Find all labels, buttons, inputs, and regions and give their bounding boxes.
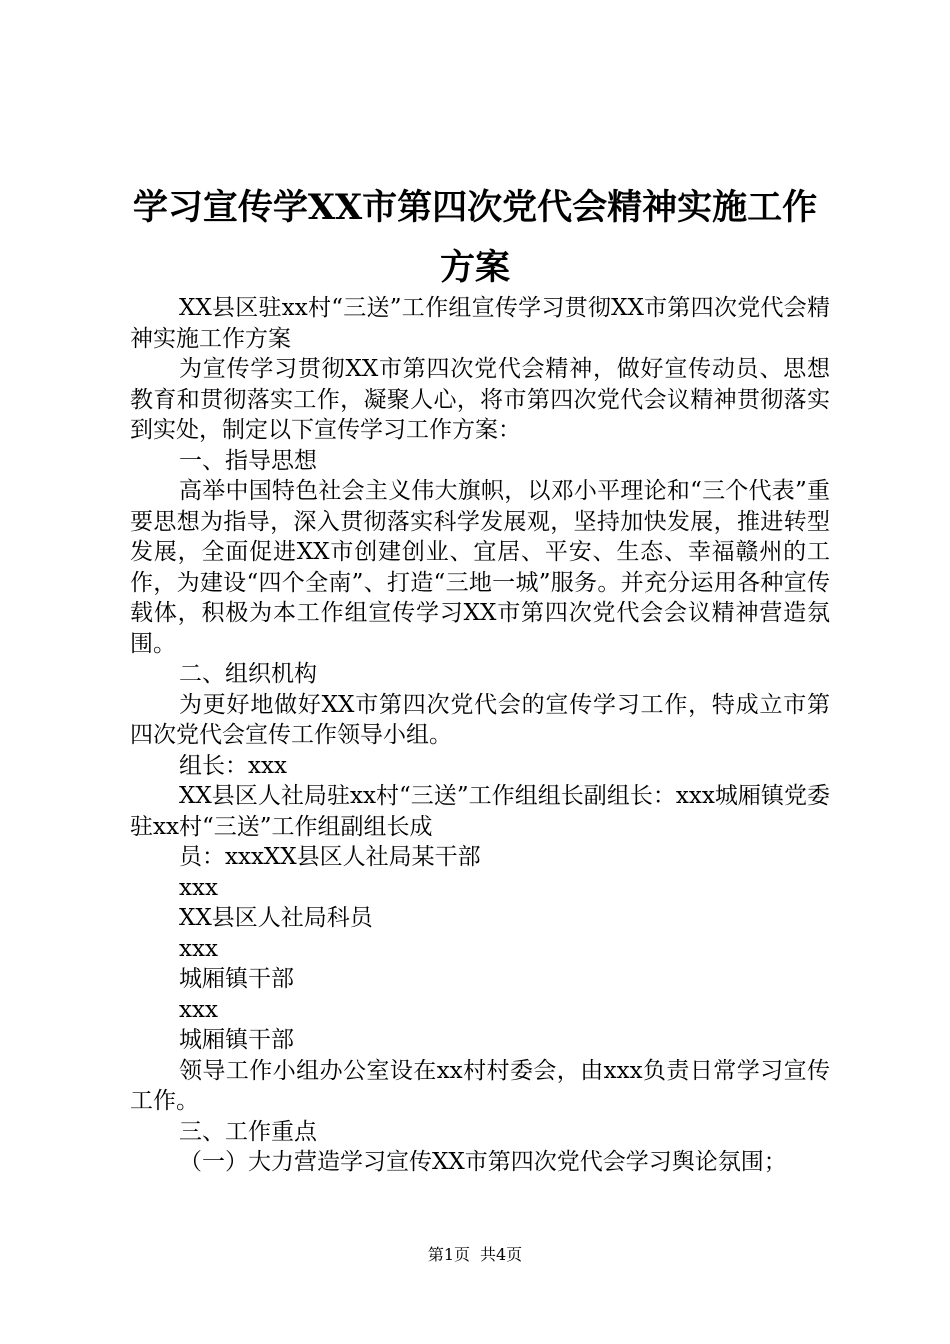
page-footer bbox=[0, 1245, 950, 1265]
paragraph-work-focus-1: （一）大力营造学习宣传XX市第四次党代会学习舆论氛围； bbox=[179, 1149, 787, 1175]
member-name: xxx bbox=[179, 935, 218, 962]
paragraph-members: 员：xxxXX县区人社局某干部 bbox=[179, 844, 481, 870]
paragraph-guiding-thought: 高举中国特色社会主义伟大旗帜，以邓小平理论和“三个代表”重要思想为指导，深入贯彻落实科学发展观，坚持加快发展，推进转型发展，全面促进XX市创建创业、宜居、平安、生态、幸福赣州的工作，为建设“四个全南”、打造“三地一城”服务。并充分运用各种宣传载体，积极为本工作组宣传学习XX市第四次党代会会议精神营造氛围。 bbox=[130, 478, 830, 657]
heading-guiding-thought: 一、指导思想 bbox=[179, 447, 317, 474]
member-role: 城厢镇干部 bbox=[179, 1027, 294, 1053]
paragraph-office: 领导工作小组办公室设在xx村村委会，由xxx负责日常学习宣传工作。 bbox=[130, 1057, 830, 1114]
paragraph-leader: 组长：xxx bbox=[179, 752, 287, 779]
page-total: 共4页 bbox=[480, 1245, 523, 1264]
member-role: XX县区人社局科员 bbox=[179, 905, 373, 931]
document-title-line-2: 方案 bbox=[439, 247, 510, 288]
paragraph-organization: 为更好地做好XX市第四次党代会的宣传学习工作，特成立市第四次党代会宣传工作领导小组。 bbox=[130, 691, 830, 748]
heading-organization: 二、组织机构 bbox=[179, 661, 317, 687]
member-name: xxx bbox=[179, 996, 218, 1023]
paragraph-subtitle: XX县区驻xx村“三送”工作组宣传学习贯彻XX市第四次党代会精神实施工作方案 bbox=[130, 295, 830, 352]
document-title-line-1: 学习宣传学XX市第四次党代会精神实施工作 bbox=[132, 187, 818, 228]
heading-work-focus: 三、工作重点 bbox=[179, 1118, 317, 1145]
member-name: xxx bbox=[179, 874, 218, 901]
member-role: 城厢镇干部 bbox=[179, 966, 294, 992]
paragraph-intro: 为宣传学习贯彻XX市第四次党代会精神，做好宣传动员、思想教育和贯彻落实工作，凝聚人心，将市第四次党代会议精神贯彻落实到实处，制定以下宣传学习工作方案： bbox=[130, 356, 830, 443]
document-body bbox=[130, 293, 830, 1178]
paragraph-deputy-leaders: XX县区人社局驻xx村“三送”工作组组长副组长：xxx城厢镇党委驻xx村“三送”工作组副组长成 bbox=[130, 783, 830, 840]
page-number: 第1页 bbox=[427, 1245, 470, 1264]
